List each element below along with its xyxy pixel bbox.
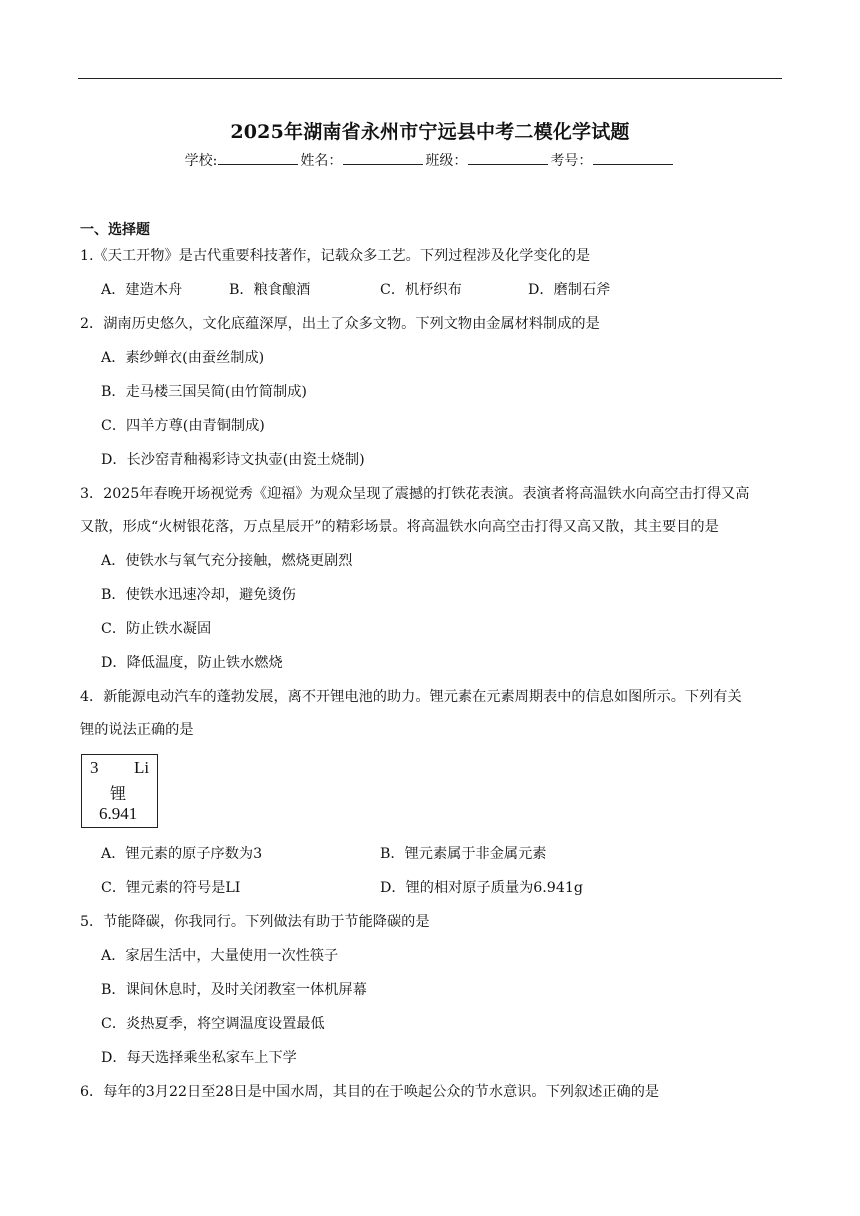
q2-stem: 2．湖南历史悠久，文化底蕴深厚，出土了众多文物。下列文物由金属材料制成的是: [80, 316, 600, 332]
name-blank[interactable]: [343, 152, 423, 165]
q2-option-d: D．长沙窑青釉褐彩诗文执壶(由瓷土烧制): [101, 452, 365, 468]
q1-option-d: D．磨制石斧: [528, 282, 611, 298]
student-info-line: [0, 150, 860, 170]
q5-stem: 5．节能降碳，你我同行。下列做法有助于节能降碳的是: [80, 914, 430, 930]
q3-option-d: D．降低温度，防止铁水燃烧: [101, 655, 283, 671]
school-blank[interactable]: [218, 152, 298, 165]
exam-number-label: 考号：: [550, 153, 593, 169]
q1-option-a: A．建造木舟: [101, 282, 183, 298]
header-rule: [78, 78, 782, 79]
q1-option-b: B．粮食酿酒: [229, 282, 311, 298]
exam-number-blank[interactable]: [593, 152, 673, 165]
element-name: 锂: [110, 784, 127, 803]
q4-option-c: C．锂元素的符号是LI: [101, 880, 241, 896]
q3-option-a: A．使铁水与氧气充分接触，燃烧更剧烈: [101, 553, 353, 569]
q4-option-d: D．锂的相对原子质量为6.941g: [380, 880, 583, 896]
q3-stem-line2: 又散，形成“火树银花落，万点星辰开”的精彩场景。将高温铁水向高空击打得又高又散，其主要目的是: [80, 519, 719, 535]
q4-option-a: A．锂元素的原子序数为3: [101, 846, 263, 862]
q2-option-b: B．走马楼三国吴简(由竹简制成): [101, 384, 307, 400]
name-label: 姓名：: [300, 153, 343, 169]
q5-option-d: D．每天选择乘坐私家车上下学: [101, 1050, 297, 1066]
q6-stem: 6．每年的3月22日至28日是中国水周，其目的在于唤起公众的节水意识。下列叙述正确的是: [80, 1084, 660, 1100]
q1-stem: 1.《天工开物》是古代重要科技著作，记载众多工艺。下列过程涉及化学变化的是: [80, 248, 591, 264]
element-symbol: Li: [134, 758, 150, 777]
q4-stem-line2: 锂的说法正确的是: [80, 722, 194, 738]
q1-option-c: C．机杼织布: [380, 282, 462, 298]
element-atomic-number: 3: [90, 758, 99, 777]
q5-option-c: C．炎热夏季，将空调温度设置最低: [101, 1016, 325, 1032]
q3-option-c: C．防止铁水凝固: [101, 621, 212, 637]
q2-option-c: C．四羊方尊(由青铜制成): [101, 418, 265, 434]
class-label: 班级：: [425, 153, 468, 169]
q3-option-b: B．使铁水迅速冷却，避免烫伤: [101, 587, 296, 603]
section-heading: 一、选择题: [80, 222, 150, 238]
element-atomic-mass: 6.941: [99, 804, 138, 823]
q4-stem-line1: 4．新能源电动汽车的蓬勃发展，离不开锂电池的助力。锂元素在元素周期表中的信息如图所示。下列有关: [80, 689, 742, 705]
q4-option-b: B．锂元素属于非金属元素: [380, 846, 547, 862]
exam-title: 2025年湖南省永州市宁远县中考二模化学试题: [230, 121, 630, 143]
q5-option-a: A．家居生活中，大量使用一次性筷子: [101, 948, 339, 964]
q3-stem-line1: 3．2025年春晚开场视觉秀《迎福》为观众呈现了震撼的打铁花表演。表演者将高温铁水向高空击打得又高: [80, 486, 750, 502]
lithium-element-card: [81, 754, 158, 828]
q2-option-a: A．素纱蝉衣(由蚕丝制成): [101, 350, 265, 366]
school-label: 学校:: [184, 153, 218, 169]
q5-option-b: B．课间休息时，及时关闭教室一体机屏幕: [101, 982, 367, 998]
class-blank[interactable]: [468, 152, 548, 165]
